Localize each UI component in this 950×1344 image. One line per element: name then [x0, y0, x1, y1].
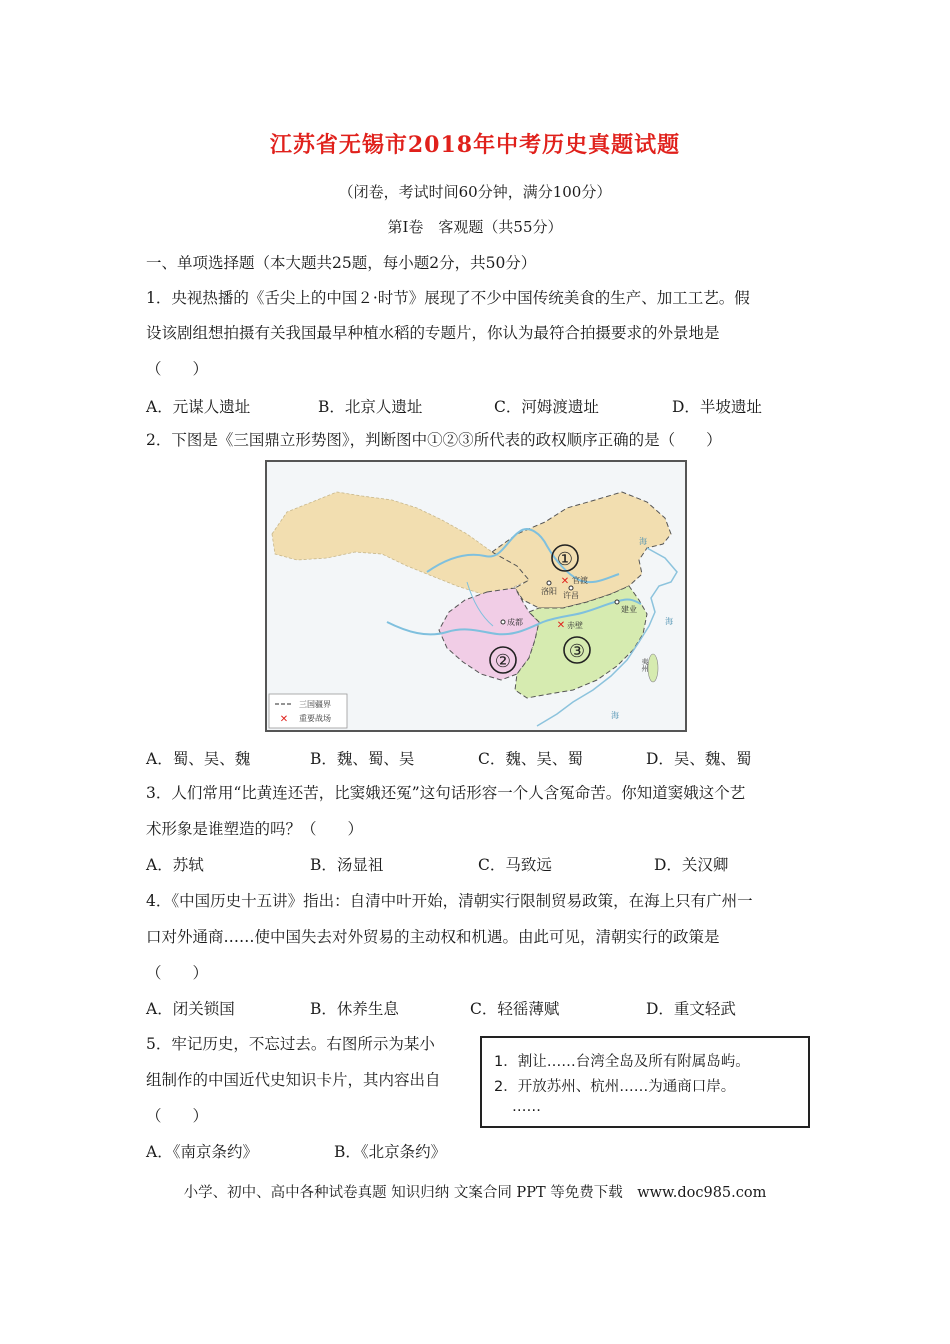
city-guandu-label: 官渡 — [572, 576, 588, 585]
question-5-line-1: 5．牢记历史，不忘过去。右图所示为某小 — [146, 1035, 435, 1053]
city-chibi-label: 赤壁 — [567, 621, 583, 630]
battle-guandu-marker: ✕ — [560, 576, 570, 587]
city-xuchang-label: 许昌 — [563, 591, 579, 600]
q1-option-a: A．元谋人遗址 — [146, 398, 251, 416]
sea-label-1: 海 — [639, 537, 647, 546]
part-heading: 第Ⅰ卷 客观题（共55分） — [387, 218, 563, 236]
region-3-label: ③ — [568, 641, 586, 662]
question-3-line-1: 3．人们常用“比黄连还苦，比窦娥还冤”这句话形容一个人含冤命苦。你知道窦娥这个艺 — [146, 784, 746, 802]
legend-battle-icon: ✕ — [279, 714, 289, 725]
three-kingdoms-map — [265, 460, 687, 732]
question-5-line-3: （ ） — [146, 1107, 209, 1125]
card-line-1: 1．割让……台湾全岛及所有附属岛屿。 — [494, 1054, 750, 1070]
q5-option-b: B．《北京条约》 — [334, 1143, 447, 1161]
sea-label-3: 海 — [611, 711, 619, 720]
island-label: 夷州 — [641, 658, 649, 672]
question-2-line-1: 2．下图是《三国鼎立形势图》，判断图中①②③所代表的政权顺序正确的是（ ） — [146, 431, 722, 449]
q1-option-b: B．北京人遗址 — [318, 398, 423, 416]
map-graphic — [267, 462, 685, 730]
q3-option-c: C．马致远 — [478, 856, 552, 874]
knowledge-card — [480, 1036, 810, 1128]
q3-option-d: D．关汉卿 — [654, 856, 729, 874]
footer-text: 小学、初中、高中各种试卷真题 知识归纳 文案合同 PPT 等免费下载 www.doc985.com — [183, 1185, 767, 1201]
q1-option-c: C．河姆渡遗址 — [494, 398, 599, 416]
legend-border-label: 三国疆界 — [299, 700, 331, 709]
q2-option-d: D．吴、魏、蜀 — [646, 750, 752, 768]
q1-option-d: D．半坡遗址 — [672, 398, 762, 416]
city-luoyang-dot — [547, 581, 551, 585]
q3-option-b: B．汤显祖 — [310, 856, 384, 874]
question-5-line-2: 组制作的中国近代史知识卡片，其内容出自 — [146, 1071, 441, 1089]
region-2-label: ② — [494, 651, 512, 672]
section-heading: 一、单项选择题（本大题共25题，每小题2分，共50分） — [146, 254, 537, 272]
card-line-3: …… — [512, 1099, 541, 1115]
question-4-line-3: （ ） — [146, 964, 209, 982]
page-title: 江苏省无锡市2018年中考历史真题试题 — [269, 132, 681, 158]
region-1-label: ① — [556, 549, 574, 570]
q5-option-a: A．《南京条约》 — [146, 1143, 258, 1161]
city-xuchang-dot — [569, 586, 573, 590]
question-1-line-2: 设该剧组想拍摄有关我国最早种植水稻的专题片，你认为最符合拍摄要求的外景地是 — [146, 324, 720, 342]
q2-option-c: C．魏、吴、蜀 — [478, 750, 583, 768]
q4-option-c: C．轻徭薄赋 — [470, 1000, 560, 1018]
island-yizhou — [648, 654, 658, 682]
sea-label-2: 海 — [665, 617, 673, 626]
q2-option-a: A．蜀、吴、魏 — [146, 750, 251, 768]
battle-chibi-marker: ✕ — [556, 620, 566, 631]
q4-option-a: A．闭关锁国 — [146, 1000, 235, 1018]
q4-option-d: D．重文轻武 — [646, 1000, 736, 1018]
city-jianye-dot — [615, 600, 619, 604]
question-3-line-2: 术形象是谁塑造的吗？（ ） — [146, 820, 364, 838]
question-4-line-2: 口对外通商……使中国失去对外贸易的主动权和机遇。由此可见，清朝实行的政策是 — [146, 928, 720, 946]
card-line-2: 2．开放苏州、杭州……为通商口岸。 — [494, 1079, 736, 1095]
q2-option-b: B．魏、蜀、吴 — [310, 750, 415, 768]
city-chengdu-label: 成都 — [507, 618, 523, 627]
question-1-line-3: （ ） — [146, 360, 209, 378]
legend-battle-label: 重要战场 — [299, 714, 331, 723]
q4-option-b: B．休养生息 — [310, 1000, 399, 1018]
question-1-line-1: 1．央视热播的《舌尖上的中国２·时节》展现了不少中国传统美食的生产、加工工艺。假 — [146, 289, 750, 307]
question-4-line-1: 4．《中国历史十五讲》指出：自清中叶开始，清朝实行限制贸易政策，在海上只有广州一 — [146, 892, 753, 910]
q3-option-a: A．苏轼 — [146, 856, 204, 874]
exam-info: （闭卷，考试时间60分钟，满分100分） — [338, 183, 612, 201]
city-jianye-label: 建业 — [621, 605, 637, 614]
city-luoyang-label: 洛阳 — [541, 587, 557, 596]
city-chengdu-dot — [501, 620, 505, 624]
